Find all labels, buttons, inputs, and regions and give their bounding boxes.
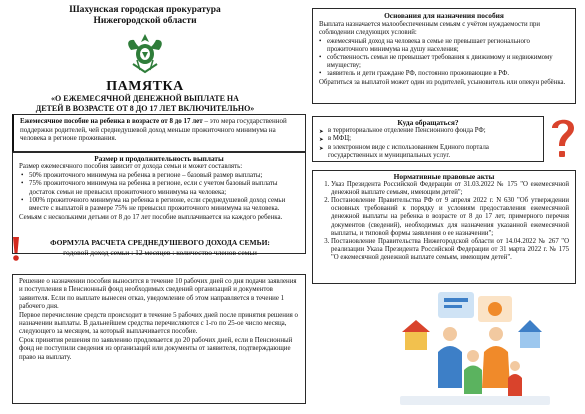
grounds-section <box>312 8 576 104</box>
size-section-outro: Семьям с несколькими детьми от 8 до 17 лет пособие выплачивается на каждого ребенка. <box>19 213 283 221</box>
memo-subtitle <box>10 94 280 113</box>
size-list-item: • 100% прожиточного минимума на ребенка в регионе, если среднедушевой доход семьи вместе с выплатой в размере 75% не превысил прожиточного минимума на человека. <box>21 197 299 214</box>
formula-section <box>30 238 290 257</box>
memo-subtitle-line2: ДЕТЕЙ В ВОЗРАСТЕ ОТ 8 ДО 17 ЛЕТ ВКЛЮЧИТЕЛЬНО» <box>35 103 255 113</box>
where-title: Куда обращаться? <box>397 118 459 127</box>
organization-header <box>10 5 280 27</box>
grounds-title: Основания для назначения пособия <box>384 11 504 20</box>
where-list <box>319 127 537 160</box>
prosecutor-emblem-icon <box>122 30 168 76</box>
benefit-intro-box <box>12 114 306 152</box>
legal-acts-section <box>312 170 576 284</box>
grounds-list-item: • ежемесячный доход на человека в семье не превышает регионального прожиточного минимума на душу населения; <box>319 38 569 54</box>
exclamation-mark-icon <box>9 236 23 262</box>
decision-paragraph: Первое перечисление средств происходит в течение 5 рабочих дней после принятия решения о назначении выплаты. В дальнейшем средства перечисляются с 1-го по 25-ое число месяца, следующего за месяцем, за который выплачивается пособие. <box>19 311 298 336</box>
where-list-item: ➤ в территориальное отделение Пенсионного фонда РФ; <box>319 127 537 135</box>
size-section-intro: Размер ежемесячного пособия зависит от дохода семьи и может составлять: <box>19 163 243 171</box>
decision-paragraph: Решение о назначении пособия выносится в течение 10 рабочих дней со дня подачи заявления и поступления в Пенсионный фонд необходимых сведений организаций и документов заявителя. Если по выплате вынесен отказ, уведомление об этом направляется в течение 1 рабочего дня. <box>19 278 297 311</box>
grounds-list <box>319 38 569 79</box>
memo-title: ПАМЯТКА <box>106 79 184 94</box>
grounds-list-item: • собственность семьи не превышает требования к движимому и недвижимому имуществу; <box>319 54 569 70</box>
where-list-item: ➤ в МФЦ; <box>319 135 537 143</box>
family-illustration <box>400 290 550 405</box>
legal-list-item: 3. Постановление Правительства Нижегородской области от 14.04.2022 № 267 "О реализации Указа Президента Российской Федерации от 31 марта 2022 г. № 175 "О ежемесячной денежной выплате семьям, имеющим детей". <box>331 238 569 262</box>
legal-title: Нормативные правовые акты <box>393 172 495 181</box>
grounds-outro: Обратиться за выплатой может один из родителей, усыновитель или опекун ребёнка. <box>319 78 566 86</box>
size-section-title: Размер и продолжительность выплаты <box>94 154 224 163</box>
formula-text: годовой доход семьи : 12 месяцев : количество членов семьи <box>63 247 257 257</box>
legal-list-item: 1. Указ Президента Российской Федерации от 31.03.2022 № 175 "О ежемесячной денежной выплате семьям, имеющим детей"; <box>331 181 569 197</box>
size-list-item: • 75% прожиточного минимума на ребенка в регионе, если с учетом базовый выплаты достаток семьи не превысил прожиточного минимума на человека; <box>21 180 299 197</box>
decision-terms-section <box>12 274 306 404</box>
grounds-list-item: • заявитель и дети граждане РФ, постоянно проживающие в РФ. <box>319 70 569 78</box>
formula-title: ФОРМУЛА РАСЧЕТА СРЕДНЕДУШЕВОГО ДОХОДА СЕМЬИ: <box>50 238 270 247</box>
legal-list-item: 2. Постановление Правительства РФ от 9 апреля 2022 г. N 630 "Об утверждении основных требований к порядку и условиям предоставления ежемесячной денежной выплаты на ребенка в возрасте от 8 до 17 лет, примерного перечня документов (сведений), необходимых для назначения указанной ежемесячной выплаты, и типовой формы заявления о ее назначении"; <box>331 197 569 237</box>
decision-paragraph: Срок принятия решения по заявлению продлевается до 20 рабочих дней, если в Пенсионный фонд не поступили сведения из организаций или документы от заявителя, подтверждающие право на выплату. <box>19 336 293 361</box>
question-mark-icon <box>547 114 579 166</box>
legal-list <box>319 181 569 262</box>
where-to-apply-section <box>312 116 544 162</box>
grounds-intro: Выплата назначается малообеспеченным семьям с учётом нуждаемости при соблюдении следующих условий: <box>319 21 541 37</box>
benefit-intro-lead: Ежемесячное пособие на ребенка в возрасте от 8 до 17 лет <box>20 117 203 125</box>
org-name-line1: Шахунская городская прокуратура <box>69 5 221 15</box>
size-list-item: • 50% прожиточного минимума на ребенка в регионе – базовый размер выплаты; <box>21 172 299 180</box>
benefit-intro-text: – это мера государственной поддержки родителей, чей среднедушевой доход меньше прожиточного минимума на человека в регионе проживания. <box>20 117 287 143</box>
memo-subtitle-line1: «О ЕЖЕМЕСЯЧНОЙ ДЕНЕЖНОЙ ВЫПЛАТЕ НА <box>51 94 239 103</box>
size-list <box>19 172 299 214</box>
where-list-item: ➤ в электронном виде с использованием Единого портала государственных и муниципальных услуг. <box>319 144 537 160</box>
org-name-line2: Нижегородской области <box>93 16 197 26</box>
